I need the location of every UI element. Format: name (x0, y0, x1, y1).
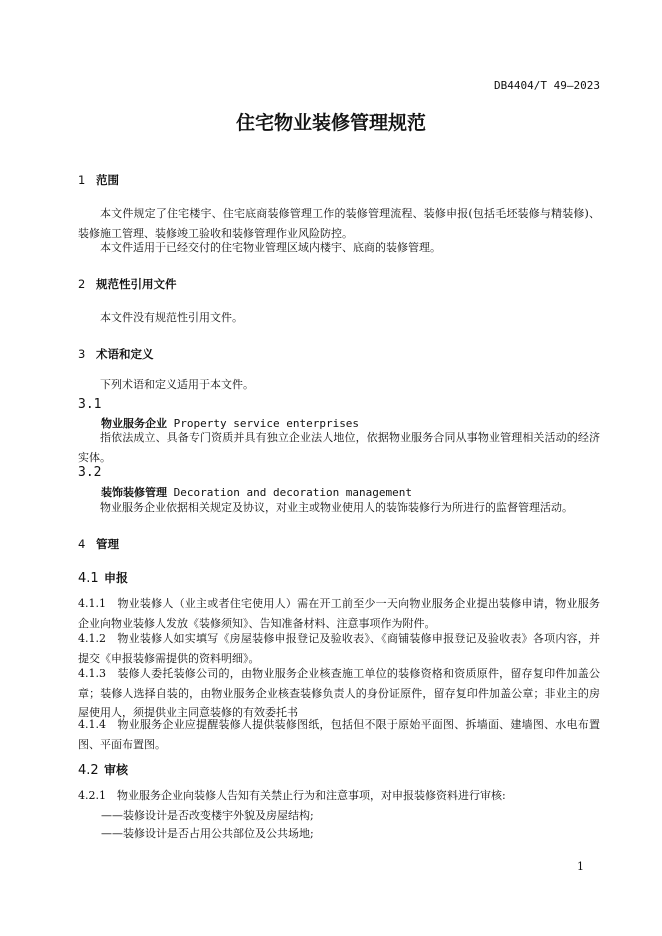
page-number: 1 (577, 860, 584, 873)
clause: 4.1.3 装修人委托装修公司的，由物业服务企业核查施工单位的装修资格和资质原件，留存复印件加盖公章；装修人选择自装的，由物业服务企业核查装修负责人的身份证原件，留存复印件加盖公章；非业主的房屋使用人，须提供业主同意装修的有效委托书 (78, 667, 600, 719)
list-item: ——装修设计是否改变楼宇外貌及房屋结构; (101, 809, 314, 822)
section-number: 1 (78, 173, 86, 187)
section-heading-4 (78, 536, 119, 552)
section-heading-1 (78, 172, 119, 188)
clause: 4.2.1 物业服务企业向装修人告知有关禁止行为和注意事项，对申报装修资料进行审核: (78, 789, 506, 802)
subsection-heading-4-2 (78, 761, 128, 778)
section-heading-3 (78, 346, 154, 362)
term-english: Property service enterprises (173, 417, 360, 430)
subsection-number: 4.2 (78, 763, 99, 778)
subsection-number: 4.1 (78, 571, 99, 586)
term-definition: 指依法成立、具备专门资质并具有独立企业法人地位，依据物业服务合同从事物业管理相关活动的经济实体。 (78, 431, 600, 464)
subsection-heading-4-1 (78, 569, 128, 586)
clause: 4.1.4 物业服务企业应提醒装修人提供装修图纸，包括但不限于原始平面图、拆墙面、建墙图、水电布置图、平面布置图。 (78, 718, 600, 751)
section-title: 术语和定义 (96, 347, 154, 361)
term-number: 3.2 (78, 465, 102, 480)
section-title: 规范性引用文件 (96, 277, 177, 291)
section-number: 3 (78, 347, 86, 361)
clause: 4.1.2 物业装修人如实填写《房屋装修申报登记及验收表》、《商铺装修申报登记及验收表》各项内容，并提交《申报装修需提供的资料明细》。 (78, 632, 600, 665)
list-item: ——装修设计是否占用公共部位及公共场地; (101, 827, 314, 840)
paragraph: 本文件没有规范性引用文件。 (100, 311, 243, 324)
paragraph: 下列术语和定义适用于本文件。 (100, 378, 254, 391)
subsection-title: 申报 (104, 571, 129, 585)
section-number: 2 (78, 277, 86, 291)
subsection-title: 审核 (104, 763, 129, 777)
term-english: Decoration and decoration management (173, 486, 413, 499)
section-heading-2 (78, 276, 177, 292)
term-definition: 物业服务企业依据相关规定及协议，对业主或物业使用人的装饰装修行为所进行的监督管理活动。 (100, 501, 573, 514)
term-name: 物业服务企业 (101, 417, 167, 430)
section-title: 管理 (96, 537, 119, 551)
standard-code: DB4404/T 49—2023 (494, 79, 600, 92)
section-title: 范围 (96, 173, 119, 187)
page-title: 住宅物业装修管理规范 (235, 112, 426, 134)
clause: 4.1.1 物业装修人（业主或者住宅使用人）需在开工前至少一天向物业服务企业提出装修申请，物业服务企业向物业装修人发放《装修须知》、告知准备材料、注意事项作为附件。 (78, 597, 600, 630)
section-number: 4 (78, 537, 86, 551)
term-number: 3.1 (78, 397, 102, 412)
paragraph: 本文件适用于已经交付的住宅物业管理区域内楼宇、底商的装修管理。 (100, 241, 441, 254)
paragraph: 本文件规定了住宅楼宇、住宅底商装修管理工作的装修管理流程、装修申报(包括毛坯装修与精装修)、装修施工管理、装修竣工验收和装修管理作业风险防控。 (78, 207, 600, 240)
term-name: 装饰装修管理 (101, 486, 167, 499)
